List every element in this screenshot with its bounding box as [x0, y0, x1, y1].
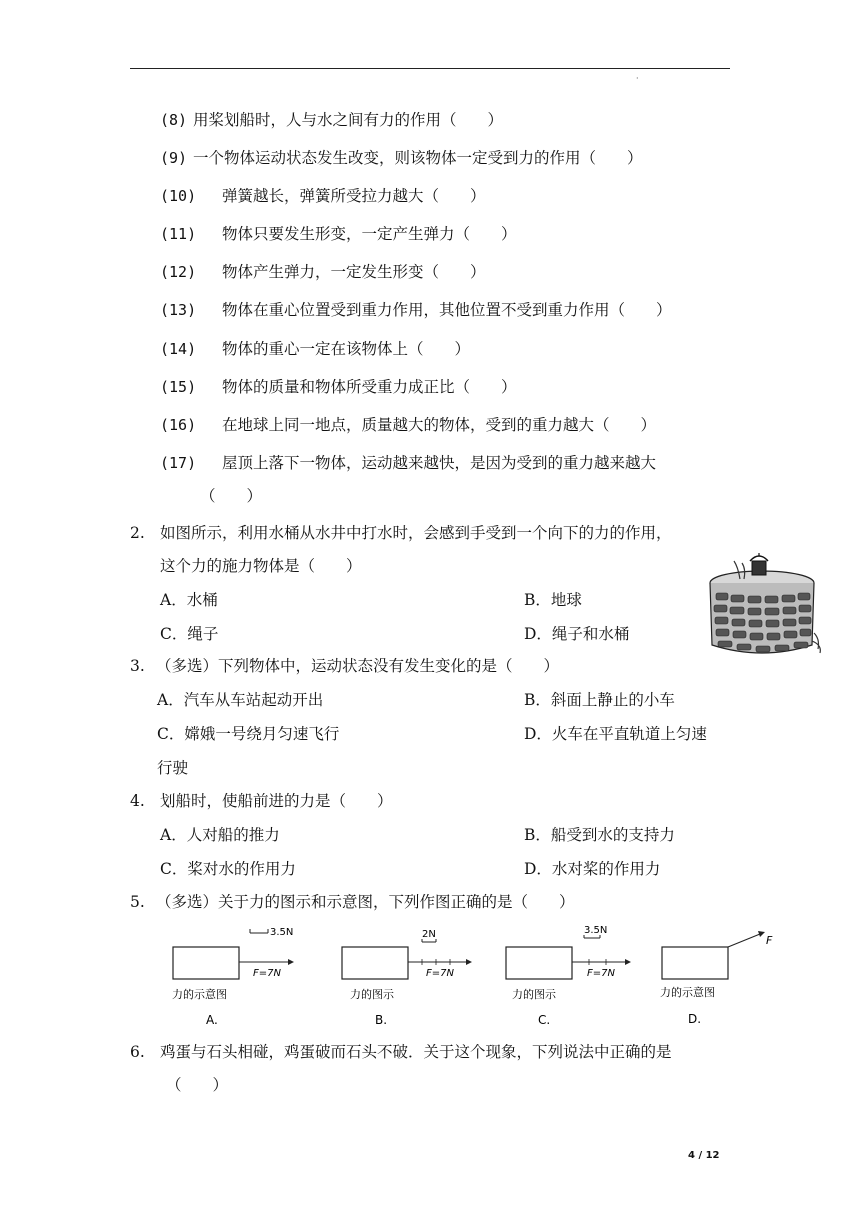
option-d: D．绳子和水桶	[524, 625, 630, 643]
option-c: C．嫦娥一号绕月匀速飞行	[157, 725, 340, 743]
question-number: 6.	[130, 1043, 145, 1061]
option-continuation: 行驶	[157, 759, 189, 777]
item-text: 物体的质量和物体所受重力成正比（ ）	[222, 378, 517, 396]
figure-letter: D.	[688, 1012, 702, 1026]
option-a: A．水桶	[160, 591, 218, 609]
item-number: (14)	[160, 340, 197, 358]
question-stem: （多选）下列物体中，运动状态没有发生变化的是（ ）	[156, 657, 560, 675]
item-number: (17)	[160, 454, 197, 472]
well-bucket-illustration	[704, 553, 824, 659]
item-number: (8)	[160, 111, 188, 129]
question-stem: 鸡蛋与石头相碰，鸡蛋破而石头不破．关于这个现象，下列说法中正确的是	[160, 1043, 672, 1061]
figure-caption: 力的示意图	[172, 988, 227, 1001]
scale-label: 2N	[422, 929, 436, 940]
force-label: F	[766, 934, 773, 947]
item-number: (13)	[160, 301, 197, 319]
option-c: C．绳子	[160, 625, 219, 643]
figure-letter: B.	[375, 1013, 388, 1027]
figure-caption: 力的示意图	[660, 986, 715, 999]
item-text: 物体只要发生形变，一定产生弹力（ ）	[222, 225, 517, 243]
header-mark: ·	[636, 74, 639, 83]
figure-caption: 力的图示	[512, 988, 556, 1001]
option-b: B．地球	[524, 591, 582, 609]
question-number: 4.	[130, 792, 145, 810]
figure-b	[342, 929, 472, 1027]
header-rule	[130, 68, 730, 69]
item-number: (9)	[160, 149, 188, 167]
question-stem: 如图所示，利用水桶从水井中打水时，会感到手受到一个向下的力的作用，	[160, 524, 672, 542]
question-number: 5.	[130, 893, 145, 911]
figure-c	[506, 925, 631, 1027]
option-c: C．桨对水的作用力	[160, 860, 296, 878]
question-stem: 划船时，使船前进的力是（ ）	[160, 792, 393, 810]
question-stem-cont: 这个力的施力物体是（ ）	[160, 557, 362, 575]
item-text: 物体在重心位置受到重力作用，其他位置不受到重力作用（ ）	[222, 301, 672, 319]
figure-a	[172, 927, 294, 1027]
item-number: (12)	[160, 263, 197, 281]
question-stem-cont: （ ）	[166, 1076, 229, 1094]
item-text-continuation: （ ）	[200, 487, 263, 505]
scale-label: 3.5N	[270, 927, 294, 938]
scale-label: 3.5N	[584, 925, 608, 936]
item-text: 物体产生弹力，一定发生形变（ ）	[222, 263, 486, 281]
force-label: F=7N	[587, 968, 615, 979]
question-number: 2.	[130, 524, 145, 542]
figure-d	[660, 931, 773, 1026]
item-text: 在地球上同一地点，质量越大的物体，受到的重力越大（ ）	[222, 416, 657, 434]
item-text: 弹簧越长，弹簧所受拉力越大（ ）	[222, 187, 486, 205]
page-number: 4 / 12	[688, 1150, 720, 1161]
figure-caption: 力的图示	[350, 988, 394, 1001]
item-text: 用桨划船时，人与水之间有力的作用（ ）	[193, 111, 504, 129]
item-number: (15)	[160, 378, 197, 396]
option-b: B．船受到水的支持力	[524, 826, 675, 844]
item-number: (16)	[160, 416, 197, 434]
option-b: B．斜面上静止的小车	[524, 691, 675, 709]
question-number: 3.	[130, 657, 145, 675]
option-d: D．火车在平直轨道上匀速	[524, 725, 707, 743]
option-a: A．人对船的推力	[160, 826, 280, 844]
option-a: A．汽车从车站起动开出	[157, 691, 324, 709]
question-stem: （多选）关于力的图示和示意图，下列作图正确的是（ ）	[156, 893, 575, 911]
item-number: (11)	[160, 225, 197, 243]
item-text: 物体的重心一定在该物体上（ ）	[222, 340, 471, 358]
item-text: 一个物体运动状态发生改变，则该物体一定受到力的作用（ ）	[193, 149, 643, 167]
force-label: F=7N	[253, 968, 281, 979]
force-diagram-figures	[160, 922, 800, 1030]
figure-letter: C.	[538, 1013, 551, 1027]
option-d: D．水对桨的作用力	[524, 860, 661, 878]
force-label: F=7N	[426, 968, 454, 979]
item-text: 屋顶上落下一物体，运动越来越快，是因为受到的重力越来越大	[222, 454, 657, 472]
figure-letter: A.	[206, 1013, 218, 1027]
item-number: (10)	[160, 187, 197, 205]
